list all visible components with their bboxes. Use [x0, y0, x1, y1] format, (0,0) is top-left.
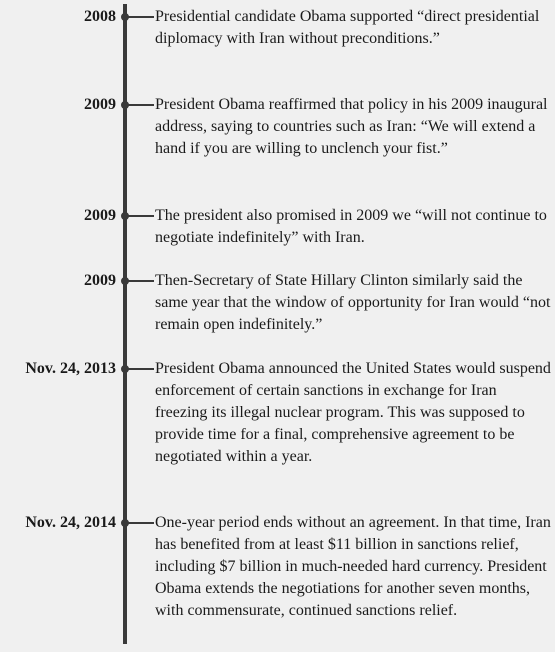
event-connector	[127, 16, 154, 18]
timeline-spine	[123, 4, 127, 644]
event-date: 2009	[84, 207, 116, 224]
event-date: 2008	[84, 8, 116, 25]
event-connector	[127, 104, 154, 106]
event-date: 2009	[84, 272, 116, 289]
event-description: Then-Secretary of State Hillary Clinton similarly said the same year that the window of opportunity for Iran would “not remain open indefinitely.”	[155, 272, 551, 333]
event-connector	[127, 215, 154, 217]
event-description: The president also promised in 2009 we “will not continue to negotiate indefinitely” with Iran.	[155, 207, 547, 246]
event-date: Nov. 24, 2014	[25, 514, 116, 531]
event-date: Nov. 24, 2013	[25, 360, 116, 377]
event-connector	[127, 280, 154, 282]
event-connector	[127, 368, 154, 370]
event-date: 2009	[84, 96, 116, 113]
event-description: President Obama reaffirmed that policy in his 2009 inaugural address, saying to countries such as Iran: “We will extend a hand if you are willing to unclench your fist.”	[155, 96, 548, 157]
event-connector	[127, 522, 154, 524]
event-description: Presidential candidate Obama supported “direct presidential diplomacy with Iran without preconditions.”	[155, 8, 540, 47]
event-description: One-year period ends without an agreement. In that time, Iran has benefited from at least $11 billion in sanctions relief, including $7 billion in much-needed hard currency. President Obama extends the negotiations for another seven months, with commensurate, continued sanctions relief.	[155, 514, 551, 619]
event-description: President Obama announced the United States would suspend enforcement of certain sanctions in exchange for Iran freezing its illegal nuclear program. This was supposed to provide time for a final, comprehensive agreement to be negotiated within a year.	[155, 360, 551, 465]
